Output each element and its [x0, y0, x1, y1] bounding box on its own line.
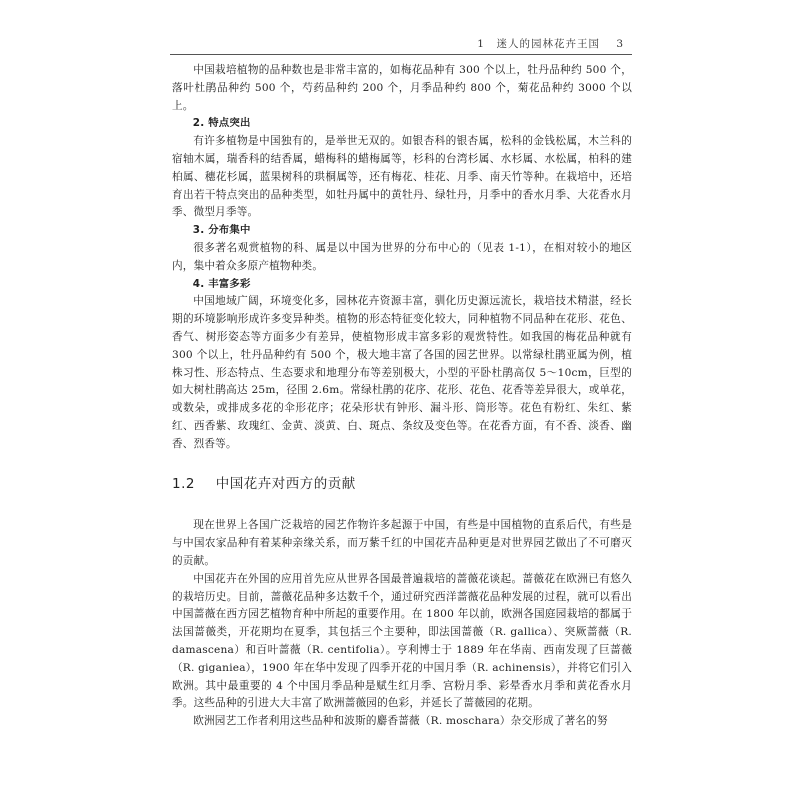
section-title: 中国花卉对西方的贡献 [215, 475, 356, 492]
subsection-heading: 2. 特点突出 [192, 117, 251, 130]
paragraph: 欧洲园艺工作者利用这些品种和波斯的麝香蔷薇（R. moschara）杂交形成了著名的努 [193, 715, 608, 728]
paragraph: 现在世界上各国广泛栽培的园艺作物许多起源于中国，有些是中国植物的直系后代，有些是与中国农家品种有着某种亲缘关系，而万紫千红的中国花卉品种更是对世界园艺做出了不可磨灭的贡献。 [172, 519, 632, 567]
subsection-heading: 4. 丰富多彩 [192, 277, 251, 290]
paragraph: 很多著名观赏植物的科、属是以中国为世界的分布中心的（见表 1-1），在相对较小的地区内，集中着众多原产植物种类。 [172, 241, 632, 272]
section-heading [172, 476, 632, 494]
paragraph: 有许多植物是中国独有的，是举世无双的。如银杏科的银杏属，松科的金钱松属，木兰科的宿轴木属，瑞香科的结香属，蜡梅科的蜡梅属等，杉科的台湾杉属、水杉属、水松属，柏科的建柏属、穗花杉属，蓝果树科的珙桐属等，还有梅花、桂花、月季、南天竹等种。在栽培中，还培育出若干特点突出的品种类型，如牡丹属中的黄牡丹、绿牡丹，月季中的香水月季、大花香水月季、微型月季等。 [172, 135, 632, 219]
section-number: 1.2 [172, 475, 195, 492]
header-rule [170, 54, 632, 55]
paragraph: 中国栽培植物的品种数也是非常丰富的，如梅花品种有 300 个以上，牡丹品种约 500 个，落叶杜鹃品种约 500 个，芍药品种约 200 个，月季品种约 800 个，菊花品种约 3000 个以上。 [172, 64, 632, 112]
paragraph: 中国花卉在外国的应用首先应从世界各国最普遍栽培的蔷薇花谈起。蔷薇花在欧洲已有悠久的栽培历史。目前，蔷薇花品种多达数千个，通过研究西洋蔷薇花品种发展的过程，就可以看出中国蔷薇在西方园艺植物育种中所起的重要作用。在 1800 年以前，欧洲各国庭园栽培的都属于法国蔷薇类，开花期均在夏季，其包括三个主要种，即法国蔷薇（R. gallica）、突厥蔷薇（R. damascena）和百叶蔷薇（R. centifolia）。亨利博士于 1889 年在华南、西南发现了巨蔷薇（R. giganiea），1900 年在华中发现了四季开花的中国月季（R. achinensis），并将它们引入欧洲。其中最重要的 4 个中国月季品种是赋生红月季、宫粉月季、彩晕香水月季和黄花香水月季。这些品种的引进大大丰富了欧洲蔷薇园的色彩，并延长了蔷薇园的花期。 [172, 572, 632, 710]
running-header [477, 36, 624, 51]
paragraph: 中国地域广阔，环境变化多，园林花卉资源丰富，驯化历史源远流长，栽培技术精湛，经长期的环境影响形成许多变异种类。植物的形态特征变化较大，同种植物不同品种在花形、花色、香气、树形姿态等方面多少有差异，使植物形成丰富多彩的观赏特性。如我国的梅花品种就有 300 个以上，牡丹品种约有 500 个，极大地丰富了各国的园艺世界。以常绿杜鹃亚属为例，植株习性、形态特点、生态要求和地理分布等差别极大，小型的平卧杜鹃高仅 5～10cm，巨型的如大树杜鹃高达 25m，径围 2.6m。常绿杜鹃的花序、花形、花色、花香等差异很大，或单花，或数朵，或排成多花的伞形花序；花朵形状有钟形、漏斗形、筒形等。花色有粉红、朱红、紫红、西香紫、玫瑰红、金黄、淡黄、白、斑点、条纹及变色等。在花香方面，有不香、淡香、幽香、烈香等。 [172, 295, 632, 450]
page-body [172, 62, 632, 731]
subsection-heading: 3. 分布集中 [192, 224, 251, 237]
page-number: 3 [616, 38, 624, 50]
chapter-title: 1 迷人的园林花卉王国 [477, 38, 600, 50]
